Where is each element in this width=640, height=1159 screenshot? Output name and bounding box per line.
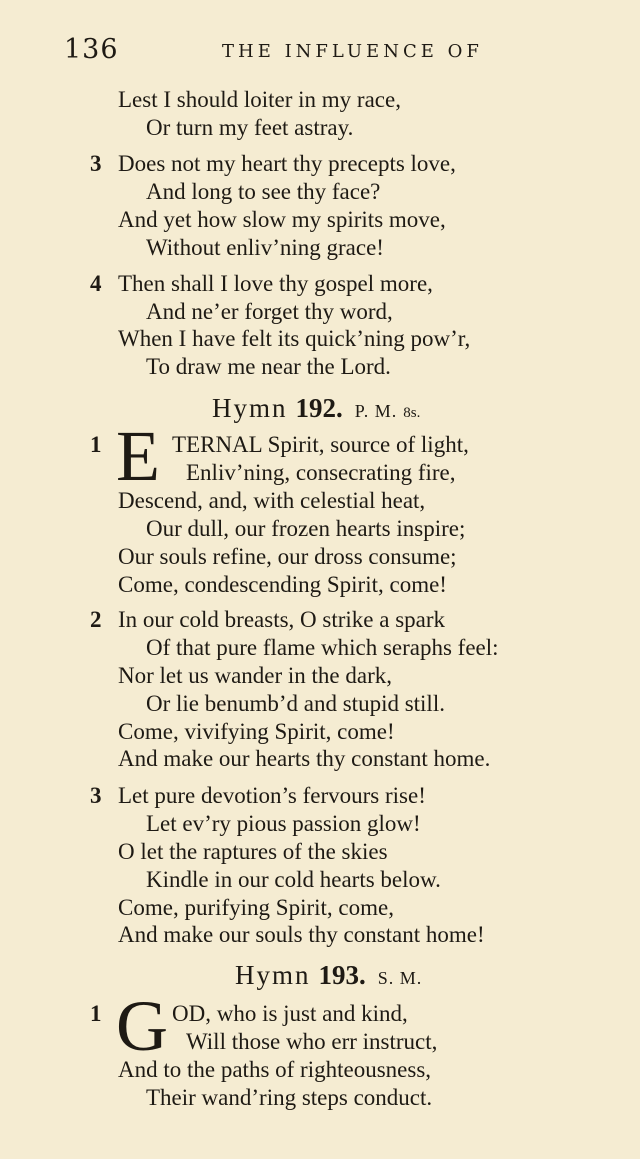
verse-line: To draw me near the Lord. xyxy=(146,354,391,379)
verse-line: Come, purifying Spirit, come, xyxy=(118,895,394,920)
hymn-meter-size: 8s. xyxy=(403,405,421,421)
stanza-number: 1 xyxy=(90,432,102,457)
verse-line: Enliv’ning, consecrating fire, xyxy=(186,460,456,485)
verse-line: And make our hearts thy constant home. xyxy=(118,746,491,771)
verse-line: And to the paths of righteousness, xyxy=(118,1057,432,1082)
hymn-193-title xyxy=(235,960,422,991)
stanza-number: 2 xyxy=(90,607,102,632)
verse-line: Nor let us wander in the dark, xyxy=(118,663,393,688)
verse-line: In our cold breasts, O strike a spark xyxy=(118,607,446,632)
page-number: 136 xyxy=(64,34,119,65)
hymn-192-title xyxy=(212,393,420,424)
drop-cap: G xyxy=(116,986,168,1066)
verse-line: Without enliv’ning grace! xyxy=(146,235,384,260)
verse-line: And make our souls thy constant home! xyxy=(118,922,485,947)
verse-line: And ne’er forget thy word, xyxy=(146,299,393,324)
verse-line: Then shall I love thy gospel more, xyxy=(118,271,433,296)
verse-line: Does not my heart thy precepts love, xyxy=(118,151,456,176)
verse-line: Let ev’ry pious passion glow! xyxy=(146,811,421,836)
hymn-word: Hymn xyxy=(212,393,288,423)
stanza-number: 4 xyxy=(90,271,102,296)
verse-line: When I have felt its quick’ning pow’r, xyxy=(118,326,471,351)
running-title: THE INFLUENCE OF xyxy=(222,41,483,62)
verse-line: Will those who err instruct, xyxy=(186,1029,438,1054)
verse-line: TERNAL Spirit, source of light, xyxy=(172,432,469,457)
verse-line: O let the raptures of the skies xyxy=(118,839,388,864)
verse-line: Or lie benumb’d and stupid still. xyxy=(146,691,445,716)
drop-cap: E xyxy=(116,416,160,496)
verse-line: Lest I should loiter in my race, xyxy=(118,87,401,112)
hymn-meter: P. M. xyxy=(354,401,398,421)
verse-line: Or turn my feet astray. xyxy=(146,115,354,140)
verse-line: And yet how slow my spirits move, xyxy=(118,207,446,232)
verse-line: Come, condescending Spirit, come! xyxy=(118,572,447,597)
hymn-number: 193. xyxy=(318,960,366,990)
verse-line: Of that pure flame which seraphs feel: xyxy=(146,635,499,660)
verse-line: And long to see thy face? xyxy=(146,179,381,204)
stanza-number: 3 xyxy=(90,783,102,808)
verse-line: Come, vivifying Spirit, come! xyxy=(118,719,395,744)
verse-line: Let pure devotion’s fervours rise! xyxy=(118,783,426,808)
verse-line: Our dull, our frozen hearts inspire; xyxy=(146,516,466,541)
running-head xyxy=(64,34,504,68)
verse-line: Descend, and, with celestial heat, xyxy=(118,488,426,513)
hymn-number: 192. xyxy=(295,393,343,423)
verse-line: Kindle in our cold hearts below. xyxy=(146,867,441,892)
verse-line: OD, who is just and kind, xyxy=(172,1001,408,1026)
hymn-meter: S. M. xyxy=(377,968,423,988)
verse-line: Our souls refine, our dross consume; xyxy=(118,544,457,569)
stanza-number: 1 xyxy=(90,1001,102,1026)
hymn-word: Hymn xyxy=(235,960,311,990)
verse-line: Their wand’ring steps conduct. xyxy=(146,1085,433,1110)
stanza-number: 3 xyxy=(90,151,102,176)
